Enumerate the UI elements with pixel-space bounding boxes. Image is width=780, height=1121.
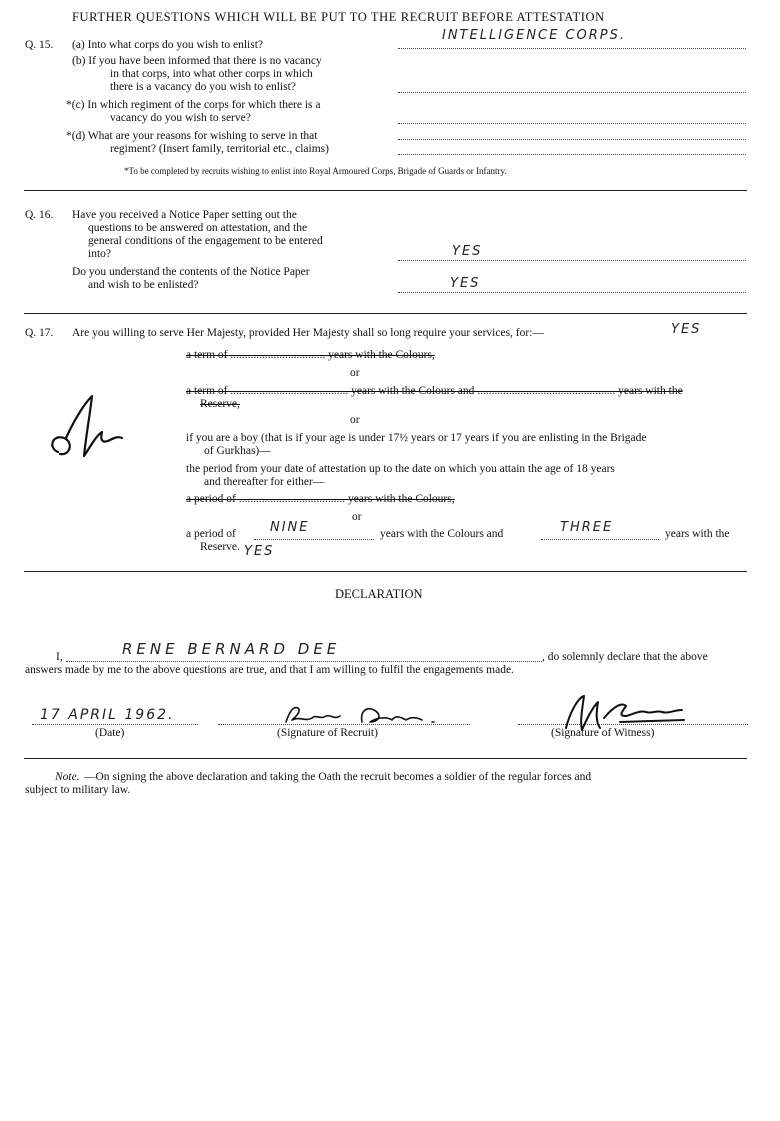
q17-or1: or (350, 367, 360, 379)
q16-answer1-line (398, 260, 746, 261)
divider-2 (24, 313, 747, 314)
declaration-title: DECLARATION (335, 587, 423, 601)
declaration-text1: , do solemnly declare that the above (542, 651, 708, 663)
note-label: Note. (55, 771, 80, 783)
q15-d-line2: regiment? (Insert family, territorial etc., claims) (110, 143, 329, 155)
q15-a-answer-line (398, 48, 746, 49)
q17-or2: or (350, 414, 360, 426)
q15-d-line1: *(d) What are your reasons for wishing to serve in that (66, 130, 318, 142)
q17-number: Q. 17. (25, 327, 54, 339)
q16-line1: Have you received a Notice Paper setting out the (72, 209, 297, 221)
q17-option4-colours-line (254, 539, 374, 540)
q17-question: Are you willing to serve Her Majesty, provided Her Majesty shall so long require your services, for:— (72, 327, 544, 339)
declaration-date: 17 APRIL 1962. (40, 707, 175, 723)
divider-3 (24, 571, 747, 572)
q15-c-line1: *(c) In which regiment of the corps for which there is a (66, 99, 321, 111)
witness-signature-label: (Signature of Witness) (551, 727, 655, 739)
q17-option4-reserve: THREE (560, 520, 614, 535)
q16-line6: and wish to be enlisted? (88, 279, 199, 291)
q17-option4-colours: NINE (270, 520, 310, 535)
date-line (32, 724, 198, 725)
q17-option4-reserve-label: Reserve. (200, 541, 240, 553)
q17-period-line1: the period from your date of attestation up to the date on which you attain the age of 18 years (186, 463, 615, 475)
q15-b-line1: (b) If you have been informed that there is no vacancy (72, 55, 322, 67)
divider-1 (24, 190, 747, 191)
q16-line3: general conditions of the engagement to be entered (88, 235, 323, 247)
q15-number: Q. 15. (25, 39, 54, 51)
initials-signature (40, 386, 130, 466)
declaration-name: RENE BERNARD DEE (122, 640, 341, 658)
q16-answer2: YES (450, 276, 481, 291)
declaration-text2: answers made by me to the above questions are true, and that I am willing to fulfil the engagements made. (25, 664, 514, 676)
q15-b-line2: in that corps, into what other corps in which (110, 68, 313, 80)
q16-line4: into? (88, 248, 111, 260)
q16-answer2-line (398, 292, 746, 293)
q15-a-label: (a) Into what corps do you wish to enlist? (72, 39, 263, 51)
note-text1: —On signing the above declaration and taking the Oath the recruit becomes a soldier of the regular forces and (84, 771, 592, 783)
note-text2: subject to military law. (25, 784, 131, 796)
q17-option4-start: a period of (186, 528, 236, 540)
declaration-prefix: I, (56, 651, 63, 663)
q17-boy-line2: of Gurkhas)— (204, 445, 271, 457)
q15-d-answer-line2 (398, 154, 746, 155)
q15-b-answer-line (398, 92, 746, 93)
q16-answer1: YES (452, 244, 483, 259)
q17-answer: YES (671, 322, 702, 337)
form-header: FURTHER QUESTIONS WHICH WILL BE PUT TO THE RECRUIT BEFORE ATTESTATION (72, 10, 605, 24)
q15-b-line3: there is a vacancy do you wish to enlist? (110, 81, 296, 93)
q15-c-line2: vacancy do you wish to serve? (110, 112, 251, 124)
recruit-signature-label: (Signature of Recruit) (277, 727, 378, 739)
declaration-name-line (66, 661, 542, 662)
divider-4 (24, 758, 747, 759)
q15-c-answer-line (398, 123, 746, 124)
recruit-signature (282, 702, 452, 728)
q15-d-answer-line1 (398, 139, 746, 140)
q16-line5: Do you understand the contents of the Notice Paper (72, 266, 310, 278)
q15-a-answer: INTELLIGENCE CORPS. (442, 28, 627, 43)
q17-option3: a period of ..................................... years with the Colours, (186, 493, 455, 505)
q17-option2-line2: Reserve, (200, 398, 240, 410)
q16-number: Q. 16. (25, 209, 54, 221)
q17-option4-mid: years with the Colours and (380, 528, 504, 540)
q17-boy-line1: if you are a boy (that is if your age is under 17½ years or 17 years if you are enlisting in the Brigade (186, 432, 647, 444)
q17-option4-answer: YES (244, 544, 275, 559)
q16-line2: questions to be answered on attestation, and the (88, 222, 308, 234)
date-label: (Date) (95, 727, 125, 739)
q17-option2-line1: a term of ......................................... years with the Colours and ................................................ years with the (186, 385, 683, 397)
q17-or3: or (352, 511, 362, 523)
q17-option1: a term of ................................. years with the Colours, (186, 349, 435, 361)
q17-option4-reserve-line (541, 539, 659, 540)
q17-period-line2: and thereafter for either— (204, 476, 325, 488)
q17-option4-end: years with the (665, 528, 730, 540)
q15-footnote: *To be completed by recruits wishing to enlist into Royal Armoured Corps, Brigade of Guards or Infantry. (124, 166, 507, 176)
